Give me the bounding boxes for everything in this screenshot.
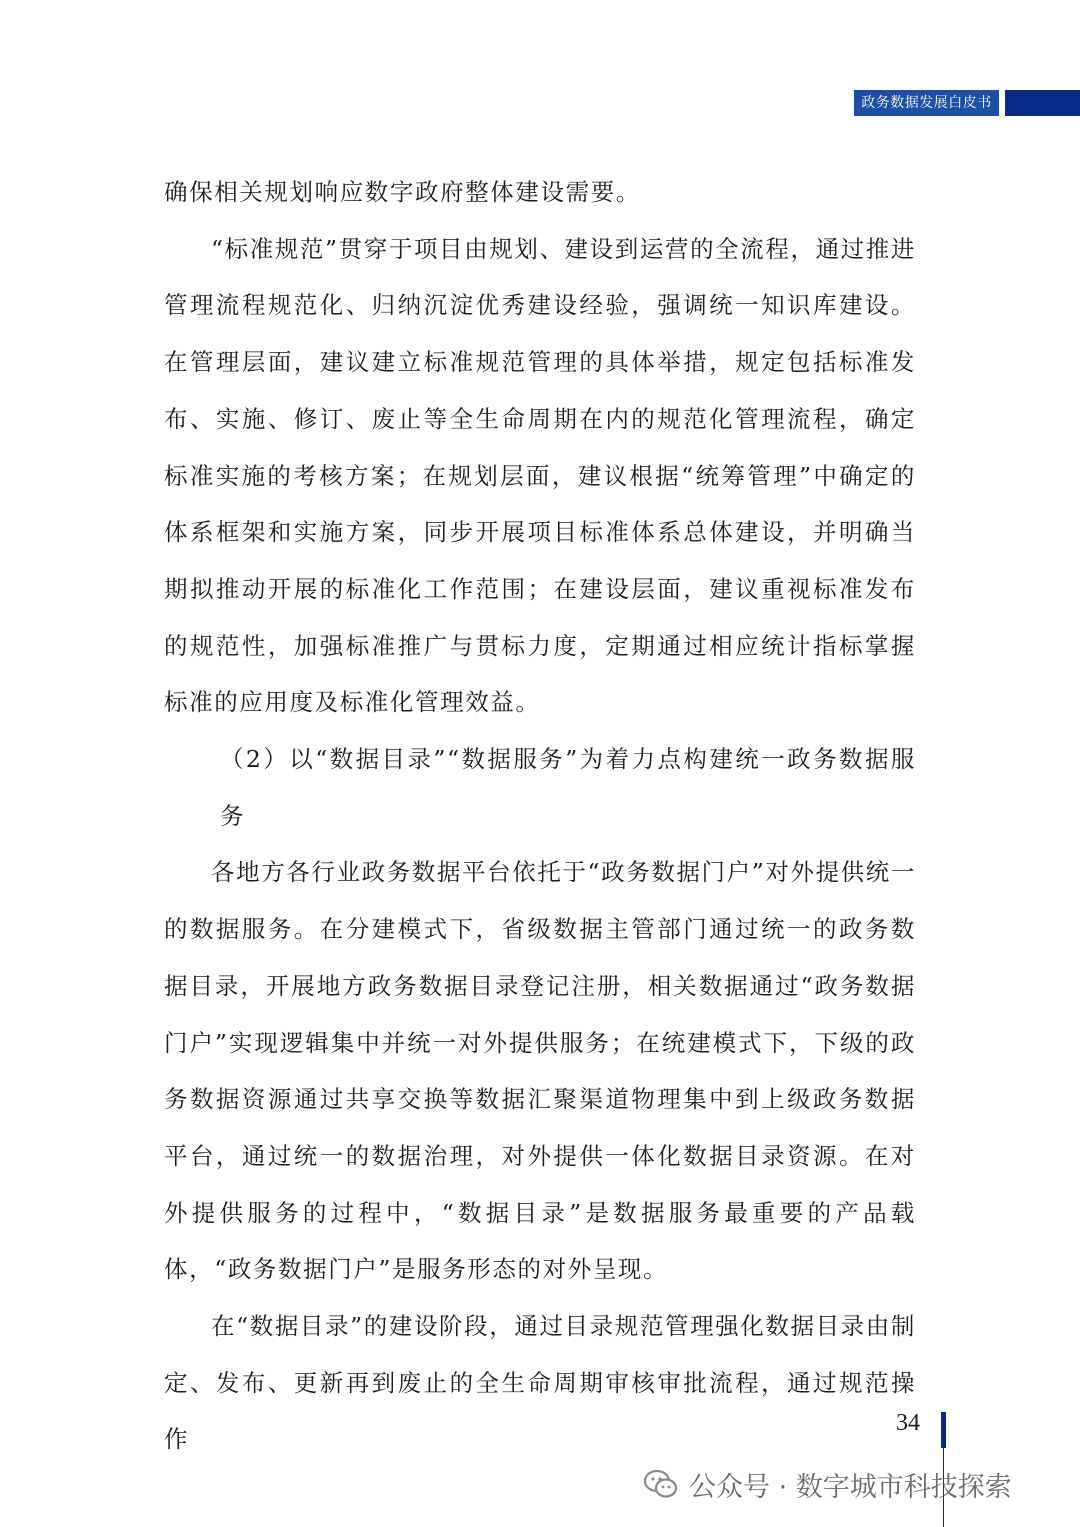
paragraph-continuation: 确保相关规划响应数字政府整体建设需要。 bbox=[164, 178, 641, 206]
wechat-icon bbox=[643, 1466, 679, 1502]
watermark bbox=[643, 1462, 1012, 1506]
paragraph-data-services: 各地方各行业政务数据平台依托于“政务数据门户”对外提供统一的数据服务。在分建模式下，省级数据主管部门通过统一的政务数据目录，开展地方政务数据目录登记注册，相关数据通过“政务数据门户”实现逻辑集中并统一对外提供服务；在统建模式下，下级的政务数据资源通过共享交换等数据汇聚渠道物理集中到上级政务数据平台，通过统一的数据治理，对外提供一体化数据目录资源。在对外提供服务的过程中，“数据目录”是数据服务最重要的产品载体，“政务数据门户”是服务形态的对外呈现。 bbox=[164, 858, 916, 1284]
paragraph-data-catalog: 在“数据目录”的建设阶段，通过目录规范管理强化数据目录由制定、发布、更新再到废止的全生命周期审核审批流程，通过规范操作 bbox=[164, 1312, 916, 1454]
watermark-text: 公众号 · 数字城市科技探索 bbox=[689, 1471, 1012, 1503]
page-body bbox=[164, 164, 916, 1468]
document-title: 政务数据发展白皮书 bbox=[854, 90, 999, 116]
page-number: 34 bbox=[896, 1410, 920, 1436]
section-heading: （2）以“数据目录”“数据服务”为着力点构建统一政务数据服务 bbox=[220, 745, 916, 830]
header-accent-block bbox=[1005, 90, 1080, 116]
paragraph-standards: “标准规范”贯穿于项目由规划、建设到运营的全流程，通过推进管理流程规范化、归纳沉淀优秀建设经验，强调统一知识库建设。在管理层面，建议建立标准规范管理的具体举措，规定包括标准发布、实施、修订、废止等全生命周期在内的规范化管理流程，确定标准实施的考核方案；在规划层面，建议根据“统筹管理”中确定的体系框架和实施方案，同步开展项目标准体系总体建设，并明确当期拟推动开展的标准化工作范围；在建设层面，建议重视标准发布的规范性，加强标准推广与贯标力度，定期通过相应统计指标掌握标准的应用度及标准化管理效益。 bbox=[164, 234, 916, 717]
header-bar bbox=[854, 90, 1080, 116]
page-number-rule bbox=[941, 1412, 946, 1448]
